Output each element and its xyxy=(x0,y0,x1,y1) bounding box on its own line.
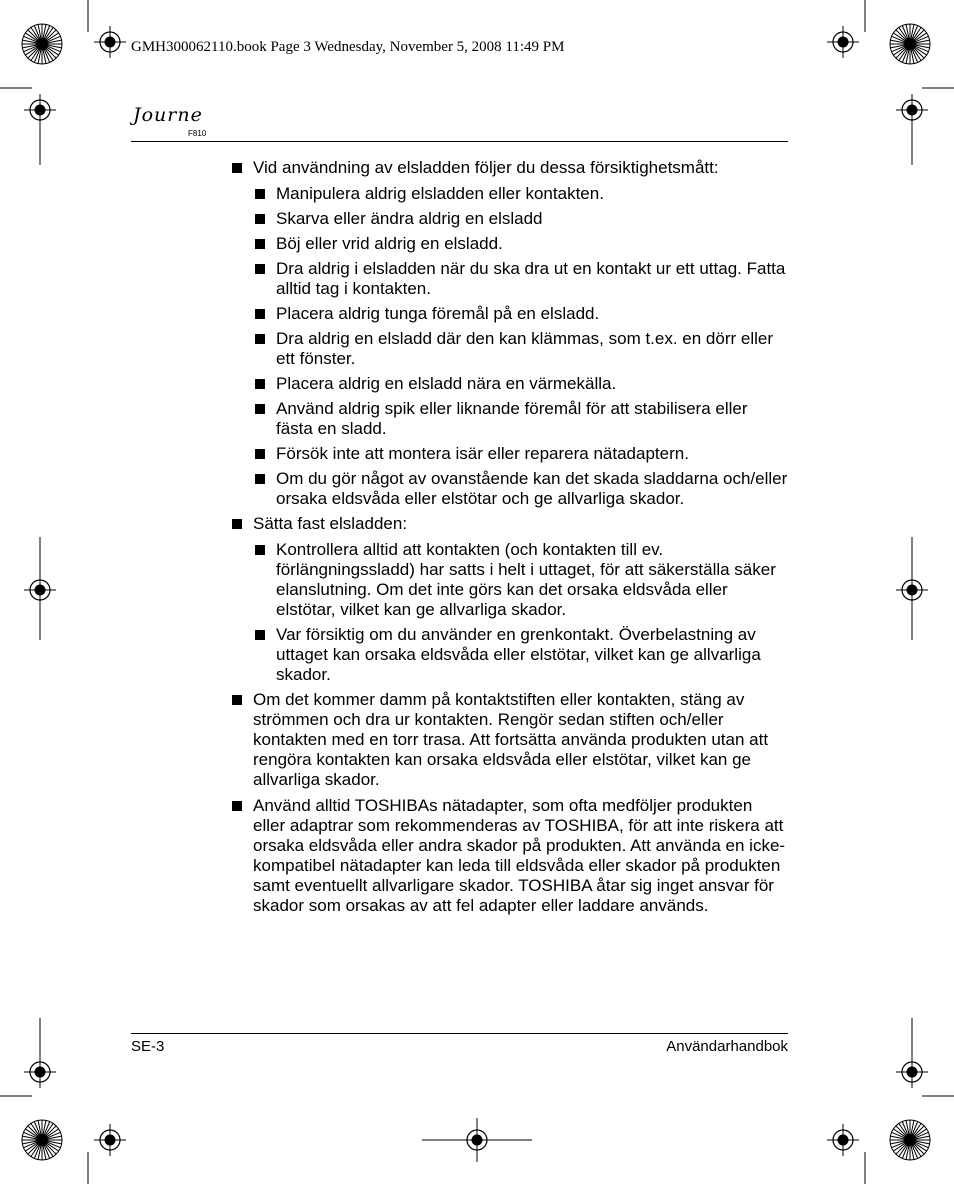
brand-logo: Journe xyxy=(133,104,203,126)
bullet-item: Sätta fast elsladden: xyxy=(230,514,788,534)
sub-bullet-item: Dra aldrig en elsladd där den kan klämmas, som t.ex. en dörr eller ett fönster. xyxy=(230,329,788,369)
footer-title: Användarhandbok xyxy=(666,1038,788,1055)
sub-bullet-item: Placera aldrig tunga föremål på en elsladd. xyxy=(230,304,788,324)
sub-bullet-item: Dra aldrig i elsladden när du ska dra ut en kontakt ur ett uttag. Fatta alltid tag i kontakten. xyxy=(230,259,788,299)
sub-bullet-item: Var försiktig om du använder en grenkontakt. Överbelastning av uttaget kan orsaka eldsvåda eller elstötar, vilket kan ge allvarliga skador. xyxy=(230,625,788,685)
print-slug: GMH300062110.book Page 3 Wednesday, November 5, 2008 11:49 PM xyxy=(131,39,565,55)
model-number: F810 xyxy=(188,129,207,138)
bullet-item: Använd alltid TOSHIBAs nätadapter, som ofta medföljer produkten eller adaptrar som rekommenderas av TOSHIBA, för att inte riskera att orsaka eldsvåda eller andra skador på produkten. Att använda en icke-kompatibel nätadapter kan leda till eldsvåda eller skador på produkten samt eventuellt allvarligare skador. TOSHIBA åtar sig inget ansvar för skador som orsakas av att fel adapter eller laddare används. xyxy=(230,796,788,916)
sub-bullet-item: Placera aldrig en elsladd nära en värmekälla. xyxy=(230,374,788,394)
safety-instructions-list xyxy=(230,158,788,922)
footer-rule xyxy=(131,1033,788,1034)
sub-bullet-item: Försök inte att montera isär eller reparera nätadaptern. xyxy=(230,444,788,464)
sub-bullet-item: Använd aldrig spik eller liknande föremål för att stabilisera eller fästa en sladd. xyxy=(230,399,788,439)
sub-bullet-item: Böj eller vrid aldrig en elsladd. xyxy=(230,234,788,254)
sub-bullet-item: Kontrollera alltid att kontakten (och kontakten till ev. förlängningssladd) har satts i helt i uttaget, för att säkerställa säker elanslutning. Om det inte görs kan det orsaka eldsvåda eller elstötar, vilket kan ge allvarliga skador. xyxy=(230,540,788,620)
sub-bullet-item: Manipulera aldrig elsladden eller kontakten. xyxy=(230,184,788,204)
sub-bullet-item: Om du gör något av ovanstående kan det skada sladdarna och/eller orsaka eldsvåda eller elstötar och ge allvarliga skador. xyxy=(230,469,788,509)
bullet-item: Om det kommer damm på kontaktstiften eller kontakten, stäng av strömmen och dra ur kontakten. Rengör sedan stiften och/eller kontakten med en torr trasa. Att fortsätta använda produkten utan att rengöra kontakten kan orsaka eldsvåda eller elstötar, vilket kan ge allvarliga skador. xyxy=(230,690,788,790)
bullet-item: Vid användning av elsladden följer du dessa försiktighetsmått: xyxy=(230,158,788,178)
header-rule xyxy=(131,141,788,142)
sub-bullet-item: Skarva eller ändra aldrig en elsladd xyxy=(230,209,788,229)
page-number: SE-3 xyxy=(131,1038,165,1055)
